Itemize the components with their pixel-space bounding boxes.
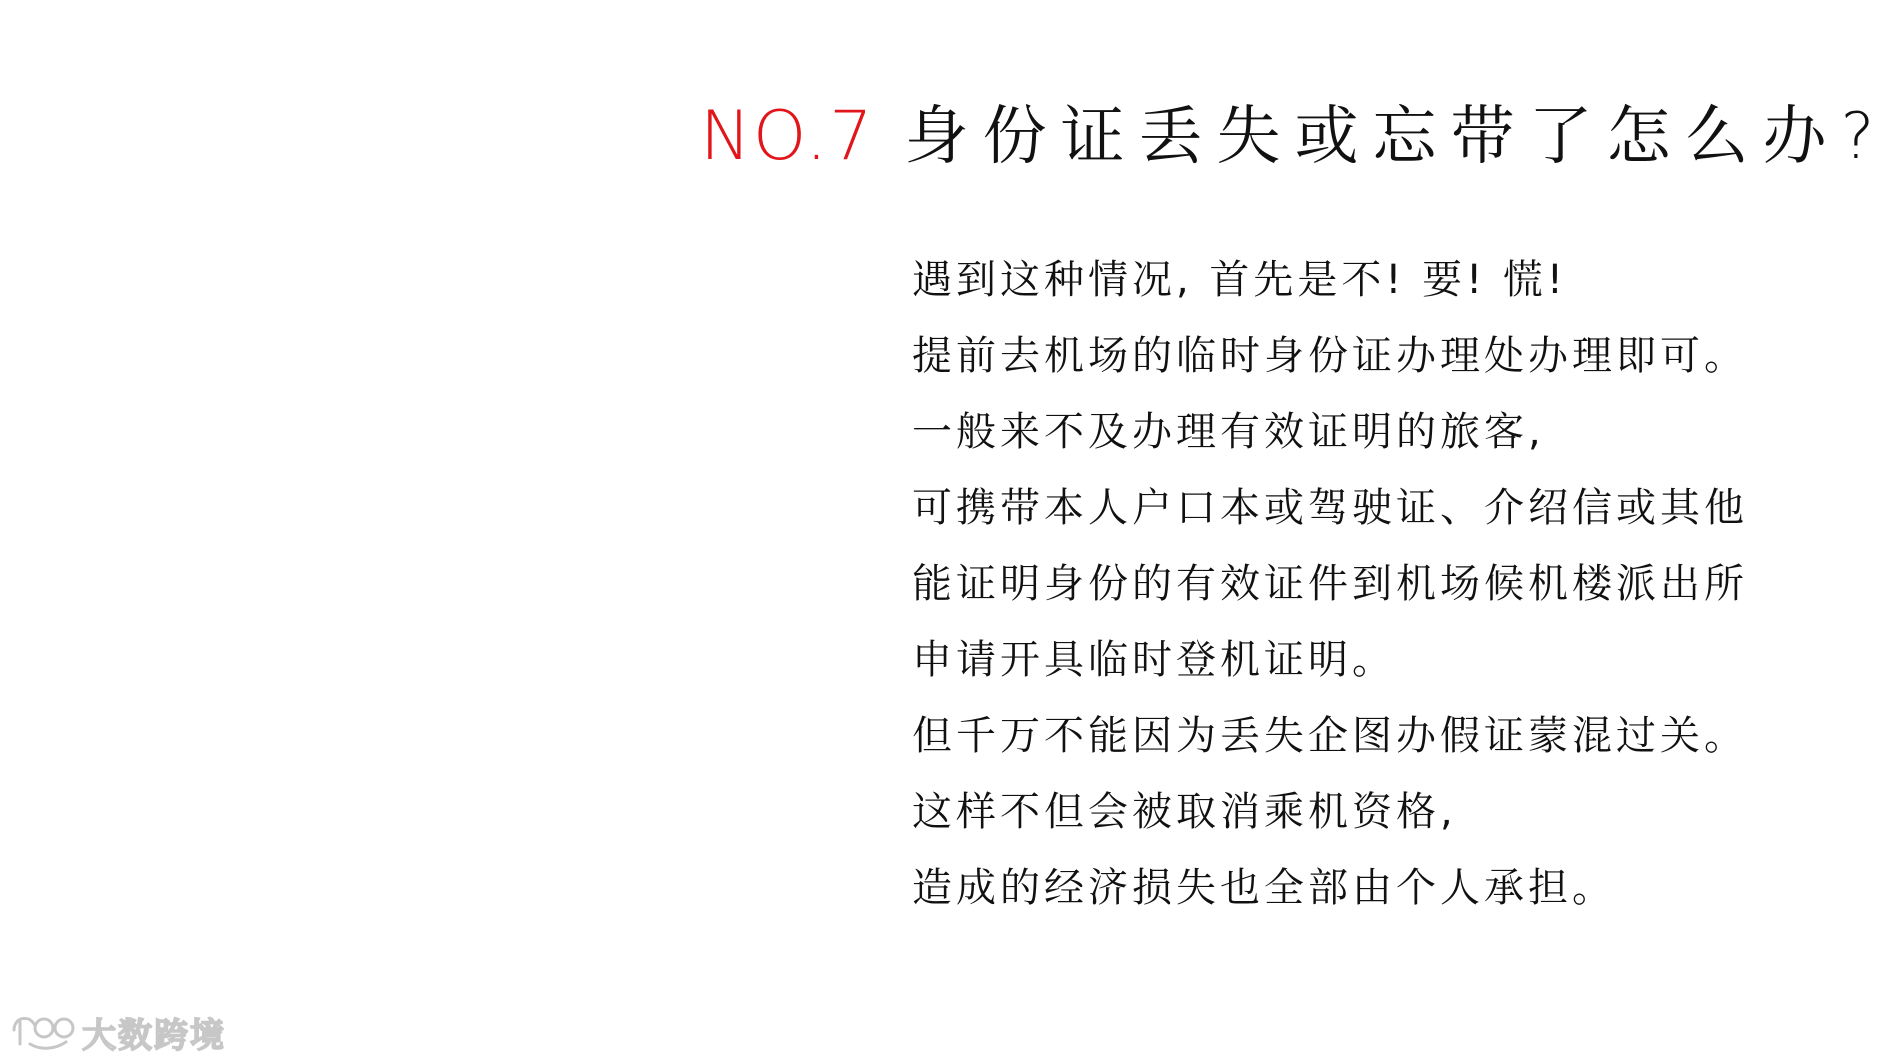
body-line: 一般来不及办理有效证明的旅客, — [912, 409, 1545, 455]
body-line: 这样不但会被取消乘机资格, — [912, 789, 1457, 835]
body-line: 造成的经济损失也全部由个人承担。 — [912, 865, 1616, 911]
body-line: 遇到这种情况, 首先是不! 要! 慌! — [912, 257, 1567, 303]
body-text — [912, 242, 1832, 926]
body-line: 能证明身份的有效证件到机场候机楼派出所 — [912, 561, 1748, 607]
watermark — [10, 1010, 226, 1054]
body-line: 提前去机场的临时身份证办理处办理即可。 — [912, 333, 1748, 379]
body-line: 可携带本人户口本或驾驶证、介绍信或其他 — [912, 485, 1748, 531]
body-line: 但千万不能因为丢失企图办假证蒙混过关。 — [912, 713, 1748, 759]
page-title — [700, 92, 1889, 182]
title-number: NO.7 — [700, 97, 875, 176]
title-question: 身份证丢失或忘带了怎么办? — [904, 100, 1889, 174]
body-line: 申请开具临时登机证明。 — [912, 637, 1396, 683]
brand-logo-icon — [10, 1010, 78, 1054]
watermark-text: 大数跨境 — [82, 1015, 226, 1056]
